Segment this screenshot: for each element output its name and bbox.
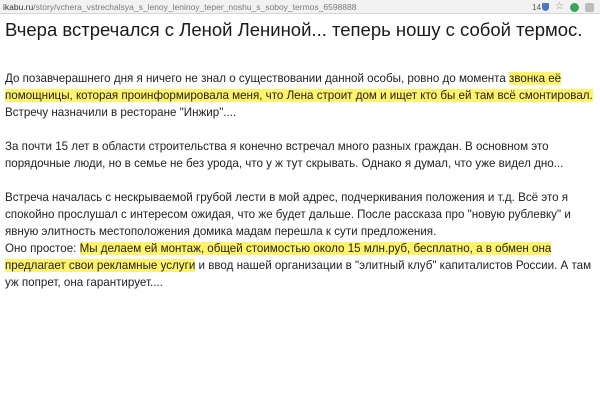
url-domain: ikabu.ru <box>3 2 34 12</box>
paragraph-offer <box>5 240 593 291</box>
offer-rest: и ввод нашей организации в "элитный клуб" капиталистов России. А там уж попрет, она гарантирует.... <box>5 259 592 289</box>
extension-count: 14 <box>532 2 542 12</box>
paragraph-meeting: Встреча началась с нескрываемой грубой лести в мой адрес, подчеркивания положения и т.д. Всё это я спокойно прослушал с интересом ожидая, что же будет дальше. После рассказа про "новую рублевку" и явную элитность местоположения домика мадам перешла к сути предложения. <box>5 191 571 238</box>
offer-lead: Оно простое: <box>5 242 80 255</box>
green-extension-icon[interactable] <box>570 3 579 12</box>
highlighted-text: Мы делаем ей монтаж, общей стоимостью около 15 млн.руб, бесплатно, а в обмен она предлагает свои рекламные услуги <box>5 242 552 272</box>
url-path: /story/vchera_vstrechalsya_s_lenoy_leninoy_teper_noshu_s_soboy_termos_6598888 <box>33 2 357 12</box>
highlighted-text: звонка её помощницы, которая проинформировала меня, что Лена строит дом и ищет кто бы ей там всё смонтировал. <box>5 72 593 102</box>
paragraph-intro <box>5 70 593 104</box>
shield-icon <box>542 3 549 11</box>
url-field[interactable] <box>3 1 493 13</box>
intro-text: До позавчерашнего дня я ничего не знал о существовании данной особы, ровно до момента <box>5 72 510 85</box>
bookmark-star-icon[interactable]: ☆ <box>555 1 564 12</box>
paragraph-experience: За почти 15 лет в области строительства я конечно встречал много разных граждан. В основном это порядочные люди, но в семье не без урода, что у ж тут скрывать. Однако я думал, что уже видел дно... <box>5 140 564 170</box>
meeting-line: Встречу назначили в ресторане "Инжир".... <box>5 106 237 119</box>
address-bar[interactable] <box>0 0 600 14</box>
address-bar-actions <box>532 1 594 13</box>
gray-extension-icon[interactable] <box>585 3 594 12</box>
adblock-extension[interactable] <box>532 3 549 12</box>
article-body <box>5 70 593 291</box>
article-title: Вчера встречался с Леной Лениной... теперь ношу с собой термос. <box>5 19 583 40</box>
